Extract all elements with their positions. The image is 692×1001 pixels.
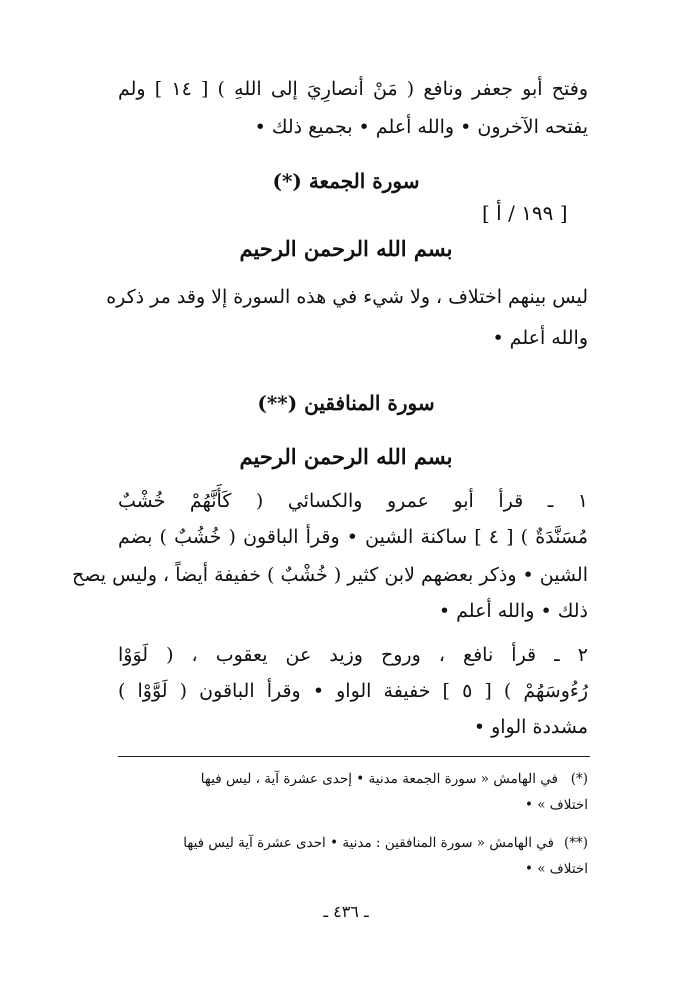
munafiqun-para1-line-4: ذلك • والله أعلم • bbox=[438, 600, 588, 622]
munafiqun-para1-line-3: الشين • وذكر بعضهم لابن كثير ( خُشْبٌ ) خفيفة أيضاً ، وليس يصح bbox=[72, 564, 588, 586]
footnote-separator bbox=[118, 756, 590, 757]
munafiqun-para2-line-2: رُءُوسَهُمْ ) [ ٥ ] خفيفة الواو • وقرأ الباقون ( لَوَّوْا ) bbox=[118, 680, 589, 702]
surah-title-jumuah: سورة الجمعة (*) bbox=[272, 169, 420, 193]
basmala-1: بسم الله الرحمن الرحيم bbox=[239, 236, 453, 261]
munafiqun-para2-line-3: مشددة الواو • bbox=[473, 716, 588, 738]
surah-title-munafiqun: سورة المنافقين (**) bbox=[257, 391, 435, 415]
munafiqun-para2-line-1: ٢ ـ قرأ نافع ، وروح وزيد عن يعقوب ، ( لَوَوْا bbox=[118, 644, 588, 666]
munafiqun-para1-line-1: ١ ـ قرأ أبو عمرو والكسائي ( كَأَنَّهُمْ خُشْبٌ bbox=[118, 490, 588, 512]
intro-line-1: وفتح أبو جعفر ونافع ( مَنْ أنصارِيَ إلى اللهِ ) [ ١٤ ] ولم bbox=[118, 78, 588, 100]
page-number: ـ ٤٣٦ ـ bbox=[323, 902, 369, 921]
jumuah-line-2: والله أعلم • bbox=[492, 327, 588, 349]
footnote-2-marker: (**) bbox=[563, 835, 588, 851]
folio-marker: [ ١٩٩ / أ ] bbox=[482, 201, 568, 225]
footnote-2-line-1: في الهامش « سورة المنافقين : مدنية • احدى عشرة آية ليس فيها bbox=[183, 835, 554, 851]
jumuah-line-1: ليس بينهم اختلاف ، ولا شيء في هذه السورة إلا وقد مر ذكره bbox=[106, 286, 588, 308]
footnote-1-line-1: في الهامش « سورة الجمعة مدنية • إحدى عشرة آية ، ليس فيها bbox=[200, 771, 558, 787]
munafiqun-para1-line-2: مُسَنَّدَةٌ ) [ ٤ ] ساكنة الشين • وقرأ الباقون ( خُشُبٌ ) بضم bbox=[118, 526, 588, 548]
footnote-2-line-2: اختلاف » • bbox=[524, 861, 588, 877]
intro-line-2: يفتحه الآخرون • والله أعلم • بجميع ذلك • bbox=[254, 116, 588, 138]
footnote-1-marker: (*) bbox=[570, 771, 588, 787]
basmala-2: بسم الله الرحمن الرحيم bbox=[239, 444, 453, 469]
footnote-1-line-2: اختلاف » • bbox=[524, 797, 588, 813]
